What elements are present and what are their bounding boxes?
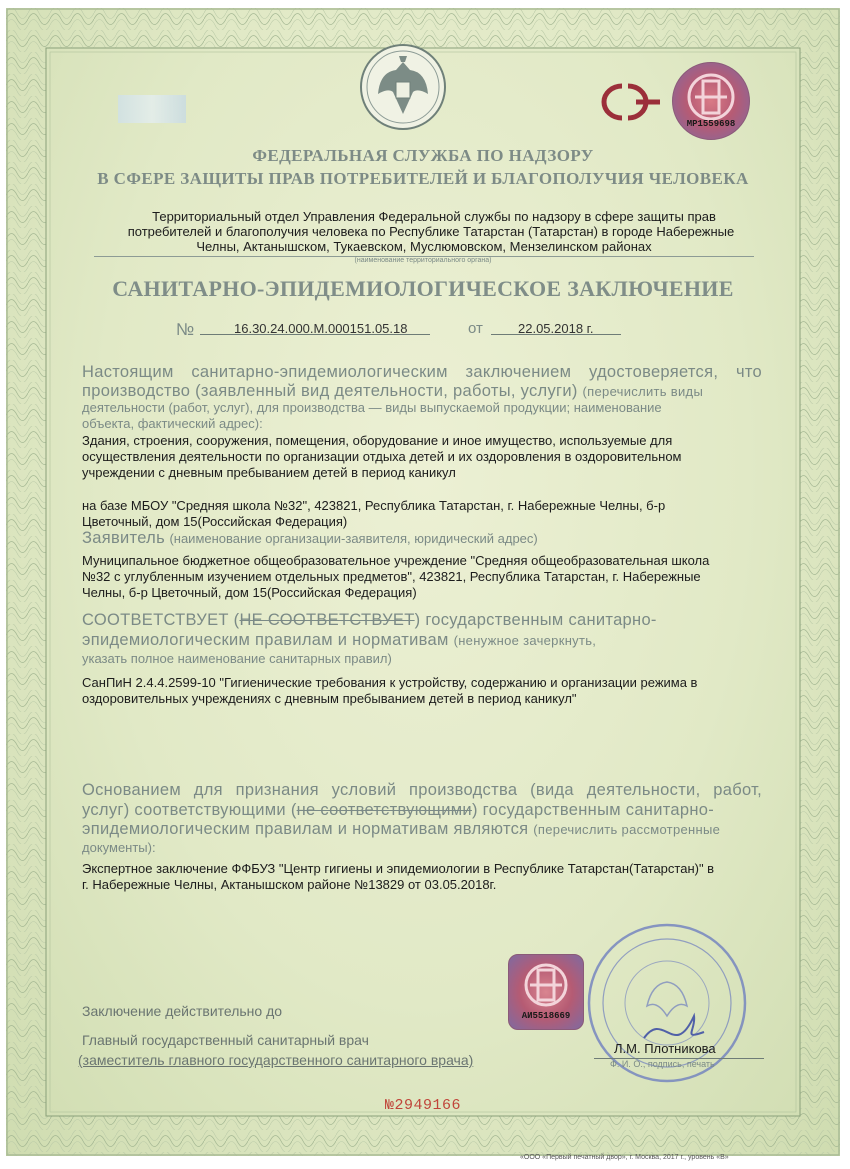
rules-line-2: оздоровительных учреждениях с дневным пребыванием детей в период каникул": [82, 691, 577, 706]
conformity-hint-a: (ненужное зачеркнуть,: [453, 633, 597, 648]
document-title: САНИТАРНО-ЭПИДЕМИОЛОГИЧЕСКОЕ ЗАКЛЮЧЕНИЕ: [112, 276, 734, 301]
date-label: от: [468, 320, 483, 337]
basis-line-2a: услуг) соответствующими (: [82, 801, 297, 819]
issuer-caption: (наименование территориального органа): [354, 257, 492, 264]
rules-line-1: СанПиН 2.4.4.2599-10 "Гигиенические требования к устройству, содержанию и организации режима в: [82, 675, 698, 690]
form-serial-number: №2949166: [384, 1097, 461, 1114]
basis-value-2: г. Набережные Челны, Актанышском районе №13829 от 03.05.2018г.: [82, 877, 497, 892]
valid-until-label: Заключение действительно до: [82, 1003, 283, 1019]
basis-line-3: [82, 820, 762, 839]
basis-line-2b: ) государственным санитарно-: [471, 801, 715, 819]
printer-line: «ООО «Первый печатный двор», г. Москва, 2017 г., уровень «В»: [520, 1154, 729, 1161]
agency-line-2: В СФЕРЕ ЗАЩИТЫ ПРАВ ПОТРЕБИТЕЛЕЙ И БЛАГОПОЛУЧИЯ ЧЕЛОВЕКА: [97, 169, 749, 188]
certify-line-2-main: производство (заявленный вид деятельности, работы, услуги): [82, 382, 578, 400]
issuer-line-3: Челны, Актанышском, Тукаевском, Муслюмовском, Мензелинском районах: [196, 239, 652, 254]
hologram-seal-bottom: [508, 954, 584, 1030]
object-line-1: Здания, строения, сооружения, помещения, оборудование и иное имущество, используемые для: [82, 433, 673, 448]
conformity-paren-open: (: [233, 611, 240, 629]
conformity-line-2-main: эпидемиологическим правилам и нормативам: [82, 631, 449, 649]
address-line-2: Цветочный, дом 15(Российская Федерация): [82, 514, 348, 529]
object-line-3: учреждении с дневным пребыванием детей в период каникул: [82, 465, 456, 480]
basis-line-1: Основанием для признания условий производства (вида деятельности, работ,: [82, 781, 762, 799]
hologram-strip: [118, 95, 186, 123]
number-label: №: [176, 320, 195, 339]
signer-caption: Ф. И. О., подпись, печать: [610, 1059, 715, 1069]
certify-line-4: объекта, фактический адрес):: [82, 416, 263, 431]
address-line-1: на базе МБОУ "Средняя школа №32", 423821, Республика Татарстан, г. Набережные Челны, б-р: [82, 498, 666, 513]
conformity-paren-close: ): [414, 611, 421, 629]
conformity-word: СООТВЕТСТВУЕТ: [82, 611, 229, 629]
conformity-struck: НЕ СООТВЕТСТВУЕТ: [239, 611, 415, 629]
basis-value-1: Экспертное заключение ФФБУЗ "Центр гигиены и эпидемиологии в Республике Татарстан(Татарстан)" в: [82, 861, 715, 876]
basis-line-2: [82, 801, 762, 820]
certify-line-1: Настоящим санитарно-эпидемиологическим заключением удостоверяется, что: [82, 363, 762, 381]
basis-struck: не соответствующими: [296, 801, 472, 819]
conformity-hint-b: указать полное наименование санитарных правил): [82, 651, 392, 666]
applicant-label: Заявитель: [82, 529, 165, 547]
deputy-label: (заместитель главного государственного санитарного врача): [78, 1052, 474, 1068]
conformity-rest: государственным санитарно-: [425, 611, 657, 629]
applicant-heading: [82, 529, 538, 548]
applicant-line-3: Челны, б-р Цветочный, дом 15(Российская Федерация): [82, 585, 417, 600]
applicant-hint: (наименование организации-заявителя, юридический адрес): [169, 531, 538, 546]
certify-line-2: [82, 382, 762, 401]
issuer-line-2: потребителей и благополучия человека по Республике Татарстан (Татарстан) в городе Набережные: [127, 224, 735, 239]
certificate-number: 16.30.24.000.М.000151.05.18: [234, 321, 408, 336]
chief-doctor-label: Главный государственный санитарный врач: [82, 1032, 369, 1048]
signer-name: Л.М. Плотникова: [614, 1041, 716, 1056]
basis-line-3a: эпидемиологическим правилам и нормативам являются: [82, 820, 529, 838]
applicant-line-1: Муниципальное бюджетное общеобразовательное учреждение "Средняя общеобразовательная школа: [82, 553, 710, 568]
conformity-line-2: [82, 631, 762, 650]
conformity-mark-icon: [584, 80, 666, 124]
certify-line-2-hint: (перечислить виды: [582, 384, 704, 399]
agency-line-1: ФЕДЕРАЛЬНАЯ СЛУЖБА ПО НАДЗОРУ: [252, 146, 594, 165]
hologram-bottom-number: АИ5518669: [521, 1011, 571, 1021]
conformity-line-1: [82, 611, 762, 630]
certificate-date: 22.05.2018 г.: [518, 321, 594, 336]
applicant-line-2: №32 с углубленным изучением отдельных предметов", 423821, Республика Татарстан, г. Набережные: [82, 569, 701, 584]
certify-line-3: деятельности (работ, услуг), для производства — виды выпускаемой продукции; наименование: [82, 400, 662, 415]
object-line-2: осуществления деятельности по организации отдыха детей и их оздоровления в оздоровительном: [82, 449, 682, 464]
certificate-document: [6, 8, 840, 1156]
basis-line-4: документы):: [82, 840, 156, 855]
hologram-seal-top: [672, 62, 750, 140]
issuer-line-1: Территориальный отдел Управления Федеральной службы по надзору в сфере защиты прав: [152, 209, 716, 224]
basis-line-3b: (перечислить рассмотренные: [533, 822, 721, 837]
emblem-icon: [358, 42, 448, 132]
hologram-number: МР1559698: [686, 119, 736, 129]
